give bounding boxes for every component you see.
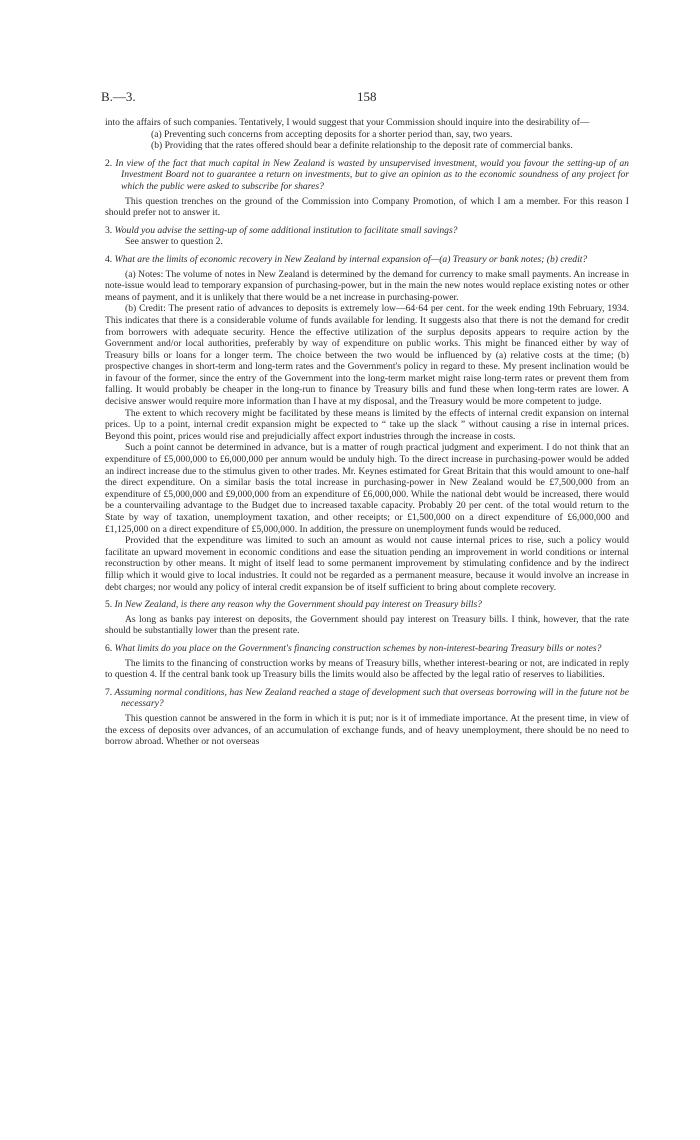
question-number: 2. xyxy=(105,157,113,169)
answer-5: As long as banks pay interest on deposits, the Government should pay interest on Treasury bills. I think, however, that the rate should be substantially lower than the present rate. xyxy=(105,613,629,637)
answer-6: The limits to the financing of construction works by means of Treasury bills, whether interest-bearing or not, are indicated in reply to question 4. If the central bank took up Treasury bills the limits would also be affected by the legal ratio of reserves to liabilities. xyxy=(105,657,629,681)
document-body xyxy=(105,117,629,748)
paragraph: Such a point cannot be determined in advance, but is a matter of rough practical judgment and experiment. I do not think that an expenditure of £5,000,000 to £6,000,000 per annum would be unduly high. To the direct increase in purchasing-power would be added an indirect increase due to the stimulus given to other trades. Mr. Keynes estimated for Great Britain that this would amount to one-half the direct expenditure. On a similar basis the total increase in purchasing-power in New Zealand would be £7,500,000 from an expenditure of £5,000,000 and £9,000,000 from an expenditure of £6,000,000. While the national debt would be increased, there would be a countervailing advantage to the Budget due to increased taxable capacity. Probably 20 per cent. of the total would return to the State by way of taxation, unemployment taxation, and other receipts; or £1,500,000 on a direct expenditure of £6,000,000 and £1,125,000 on a direct expenditure of £5,000,000. In addition, the pressure on unemployment funds would be reduced. xyxy=(105,442,629,535)
question-number: 6. xyxy=(105,642,113,654)
paragraph: into the affairs of such companies. Tentatively, I would suggest that your Commission should inquire into the desirability of— xyxy=(105,117,590,128)
answer-4-notes: (a) Notes: The volume of notes in New Zealand is determined by the demand for currency to make small payments. An increase in note-issue would lead to temporary expansion of purchasing-power, but in the main the new notes would replace existing notes or other means of payment, and it is unlikely that there would be a net increase in purchasing-power. xyxy=(105,268,629,303)
answer-2: This question trenches on the ground of the Commission into Company Promotion, of which I am a member. For this reason I should prefer not to answer it. xyxy=(105,195,629,219)
paragraph: Provided that the expenditure was limited to such an amount as would not cause internal prices to rise, such a policy would facilitate an upward movement in economic conditions and ease the situation pending an improvement in world conditions or internal reconstruction by other means. It might of itself lead to some permanent improvement by stimulating confidence and by the indirect fillip which it would give to local industries. It could not be regarded as a permanent measure, because it would involve an increase in debt charges; nor would any policy of interal credit expansion be of itself sufficient to bring about complete recovery. xyxy=(105,535,629,593)
question-6 xyxy=(105,643,629,655)
page-number: 158 xyxy=(357,89,377,104)
answer-3: See answer to question 2. xyxy=(125,236,223,248)
question-text: What limits do you place on the Government's financing construction schemes by non-interest-bearing Treasury bills or notes? xyxy=(114,642,602,654)
question-text: Assuming normal conditions, has New Zealand reached a stage of development such that overseas borrowing will in the future not be necessary? xyxy=(114,686,629,710)
question-7 xyxy=(105,687,629,710)
question-number: 7. xyxy=(105,686,113,698)
question-text: Would you advise the setting-up of some additional institution to facilitate small savings? xyxy=(114,224,458,236)
question-number: 4. xyxy=(105,253,113,265)
page-header xyxy=(101,91,601,107)
question-text: In view of the fact that much capital in New Zealand is wasted by unsupervised investment, would you favour the setting-up of an Investment Board not to guarantee a return on investments, but to give an opinion as to the economic soundness of any project for which the public were asked to subscribe for shares? xyxy=(115,157,629,192)
sub-item-b: (b) Providing that the rates offered should bear a definite relationship to the deposit rate of commercial banks. xyxy=(151,140,573,152)
question-5 xyxy=(105,599,629,611)
question-number: 5. xyxy=(105,599,113,611)
question-4 xyxy=(105,254,629,266)
report-reference: B.—3. xyxy=(101,89,136,104)
question-2 xyxy=(105,158,629,193)
question-3 xyxy=(105,225,629,237)
question-number: 3. xyxy=(105,224,113,236)
paragraph: The extent to which recovery might be facilitated by these means is limited by the effects of internal credit expansion on internal prices. Up to a point, internal credit expansion might be expected to “ take up the slack ” without causing a rise in internal prices. Beyond this point, prices would rise and prejudicially affect export industries through the increase in costs. xyxy=(105,407,629,442)
question-text: In New Zealand, is there any reason why the Government should pay interest on Treasury bills? xyxy=(114,599,482,611)
question-text: What are the limits of economic recovery in New Zealand by internal expansion of—(a) Treasury or bank notes; (b) credit? xyxy=(114,253,588,265)
answer-4-credit: (b) Credit: The present ratio of advances to deposits is extremely low—64·64 per cent. for the week ending 19th February, 1934. This indicates that there is a considerable volume of funds available for lending. It suggests also that there is not the demand for credit from borrowers with adequate security. Hence the effective utilization of the surplus deposits appears to require action by the Government and/or local authorities, preferably by way of expenditure on public works. This might be financed either by way of Treasury bills or loans for a longer term. The choice between the two would be influenced by (a) relative costs at the time; (b) prospective changes in short-term and long-term rates and the Government's policy in regard to these. My present inclination would be in favour of the former, since the entry of the Government into the long-term market might raise long-term rates or prevent them from falling. It would probably be cheaper in the long-run to finance by Treasury bills and fund these when long-term rates are lower. A decisive answer would require more information than I have at my disposal, and the Treasury would be more competent to judge. xyxy=(105,303,629,408)
answer-7: This question cannot be answered in the form in which it is put; nor is it of immediate importance. At the present time, in view of the excess of deposits over advances, of an accumulation of exchange funds, and of heavy unemployment, there should be no need to borrow abroad. Whether or not overseas xyxy=(105,712,629,748)
sub-item-a: (a) Preventing such concerns from accepting deposits for a shorter period than, say, two years. xyxy=(151,128,513,140)
